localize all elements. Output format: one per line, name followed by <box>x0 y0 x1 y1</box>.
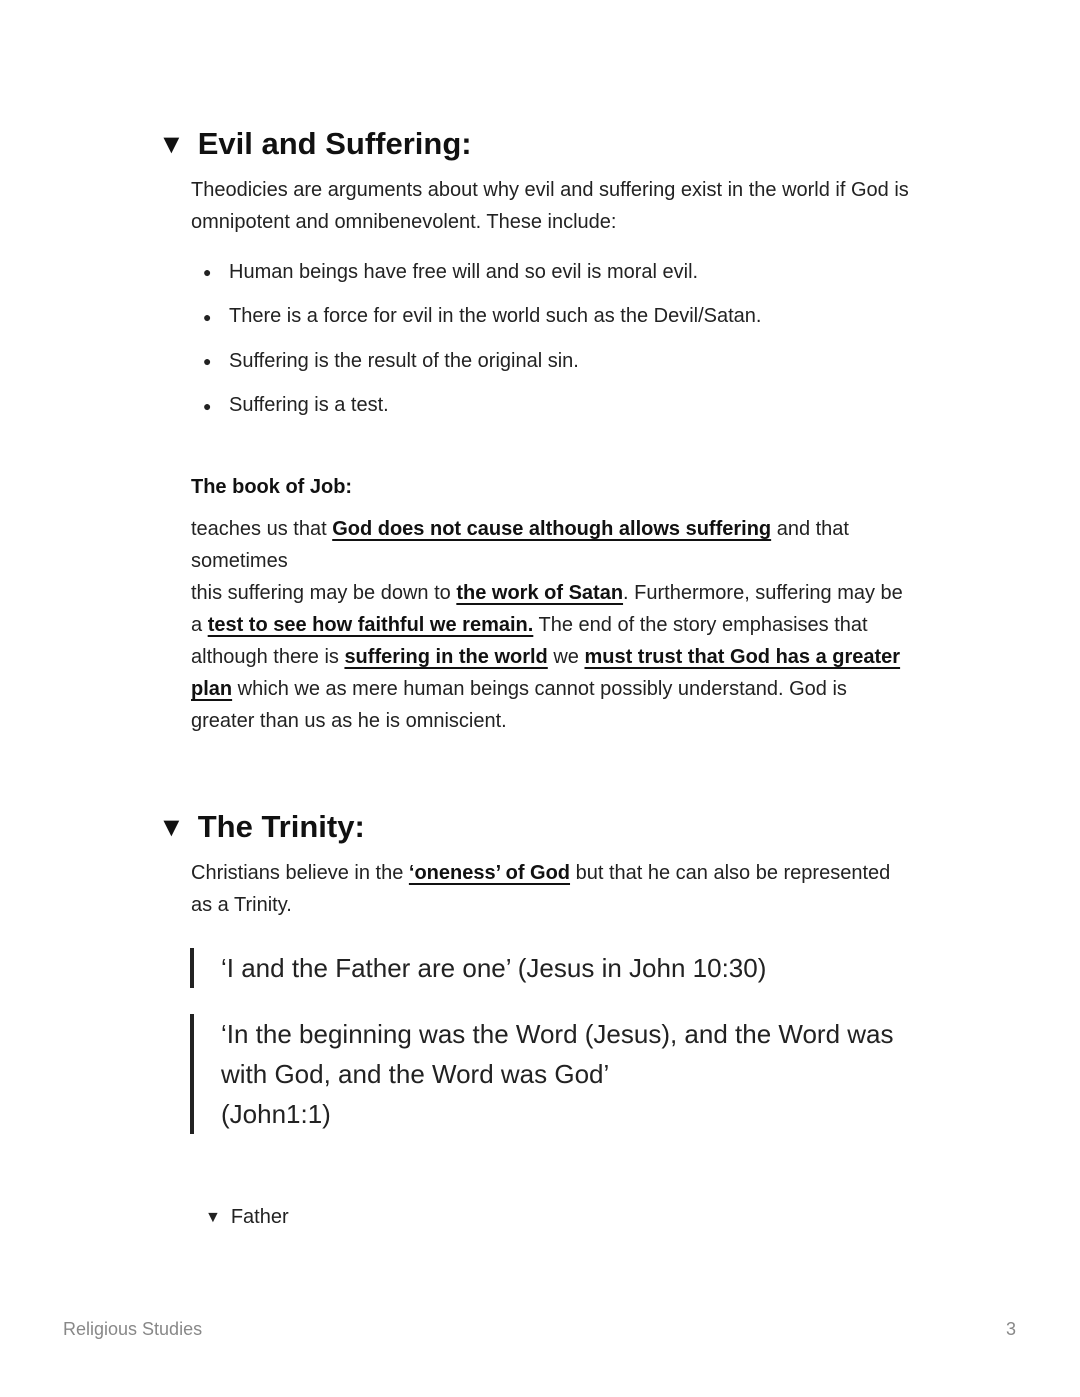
emphasis-text: the work of Satan <box>456 582 624 604</box>
list-item-text: Suffering is the result of the original sin. <box>229 349 579 372</box>
section-toggle-evil-suffering[interactable] <box>158 126 472 162</box>
quote-text: (John1:1) <box>221 1099 331 1129</box>
intro-line: omnipotent and omnibenevolent. These include: <box>191 211 617 233</box>
bullet-dot-icon: ● <box>203 353 212 370</box>
job-line <box>191 673 971 705</box>
trinity-intro <box>191 857 971 921</box>
list-item-text: There is a force for evil in the world such as the Devil/Satan. <box>229 305 762 328</box>
section-heading: The Trinity: <box>197 809 365 844</box>
intro-line: Theodicies are arguments about why evil and suffering exist in the world if God is <box>191 179 909 201</box>
text-run: which we as mere human beings cannot possibly understand. God is <box>232 678 847 700</box>
emphasis-text: test to see how faithful we remain. <box>207 614 534 636</box>
list-item <box>191 384 761 429</box>
caret-down-icon[interactable]: ▼ <box>205 1208 221 1226</box>
text-run: a <box>191 614 208 636</box>
text-run: this suffering may be down to <box>191 582 457 604</box>
job-line <box>191 609 971 641</box>
trinity-line <box>191 857 971 889</box>
footer-subject: Religious Studies <box>63 1319 203 1339</box>
list-item-text: Human beings have free will and so evil is moral evil. <box>229 260 699 283</box>
page-number: 3 <box>1005 1319 1016 1339</box>
emphasis-text: plan <box>191 678 233 700</box>
theodicies-list <box>191 250 761 428</box>
emphasis-text: ‘oneness’ of God <box>408 862 571 884</box>
bullet-dot-icon: ● <box>203 397 212 414</box>
list-item <box>191 250 761 295</box>
job-line <box>191 705 971 737</box>
job-title <box>191 471 971 503</box>
list-item-text: Suffering is a test. <box>229 394 389 417</box>
job-title-text: The book of Job: <box>191 476 353 498</box>
quote-block <box>190 1014 894 1134</box>
quote-text: ‘I and the Father are one’ (Jesus in John 10:30) <box>221 953 767 983</box>
job-line <box>191 545 971 577</box>
caret-down-icon[interactable]: ▼ <box>158 128 185 159</box>
bullet-dot-icon: ● <box>203 308 212 325</box>
list-item <box>191 295 761 340</box>
sub-toggle-label: Father <box>230 1206 289 1228</box>
text-run: we <box>547 646 585 668</box>
quote-block <box>190 948 766 988</box>
text-run: teaches us that <box>191 518 333 540</box>
trinity-line <box>191 889 971 921</box>
list-item <box>191 339 761 384</box>
job-line <box>191 513 971 545</box>
emphasis-text: suffering in the world <box>344 646 548 668</box>
caret-down-icon[interactable]: ▼ <box>158 811 185 842</box>
text-run: and that <box>771 518 849 540</box>
text-run: Christians believe in the <box>191 862 409 884</box>
job-line <box>191 641 971 673</box>
section-toggle-trinity[interactable] <box>158 809 365 845</box>
text-run: . Furthermore, suffering may be <box>623 582 903 604</box>
text-run: although there is <box>191 646 345 668</box>
intro-paragraph <box>191 174 971 238</box>
text-run: sometimes <box>191 550 288 572</box>
text-run: but that he can also be represented <box>570 862 891 884</box>
sub-toggle-father[interactable] <box>205 1206 289 1229</box>
emphasis-text: God does not cause although allows suffering <box>332 518 772 540</box>
bullet-dot-icon: ● <box>203 264 212 281</box>
text-run: The end of the story emphasises that <box>533 614 868 636</box>
quote-text: with God, and the Word was God’ <box>221 1059 610 1089</box>
text-run: as a Trinity. <box>191 894 292 916</box>
job-paragraph <box>191 513 971 737</box>
job-line <box>191 577 971 609</box>
quote-text: ‘In the beginning was the Word (Jesus), and the Word was <box>221 1019 894 1049</box>
emphasis-text: must trust that God has a greater <box>584 646 901 668</box>
section-heading: Evil and Suffering: <box>197 126 472 161</box>
text-run: greater than us as he is omniscient. <box>191 710 507 732</box>
